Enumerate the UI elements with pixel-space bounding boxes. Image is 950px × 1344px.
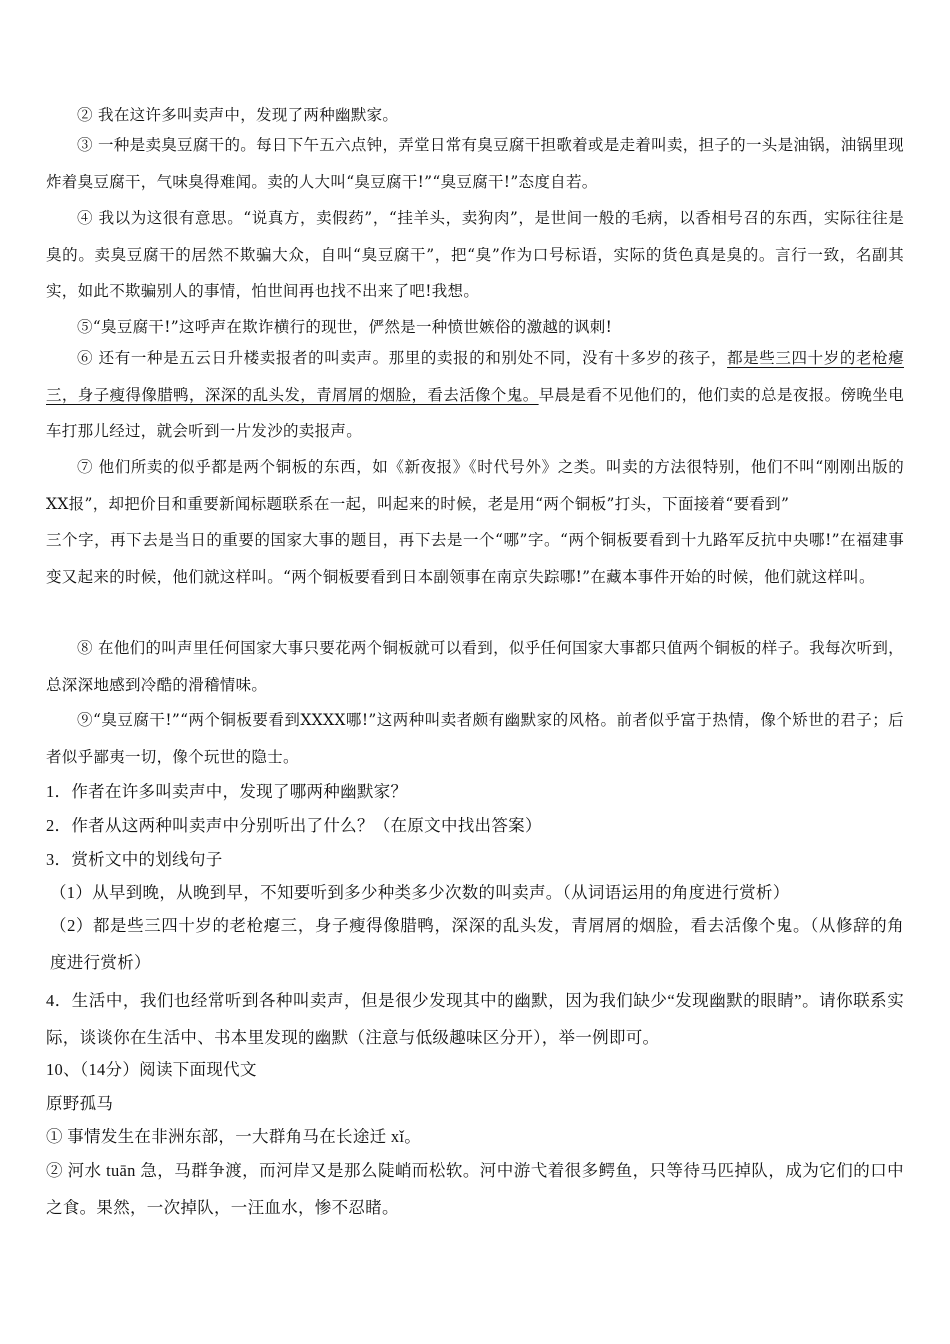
passage-paragraph-9: ⑨“臭豆腐干!”“两个铜板要看到XXXX哪!”这两种叫卖者颇有幽默家的风格。前者似乎富于热情，像个矫世的君子；后者似乎鄙夷一切，像个玩世的隐士。 xyxy=(46,711,904,766)
paragraph-6-text-a: ⑥ 还有一种是五云日升楼卖报者的叫卖声。那里的卖报的和别处不同，没有十多岁的孩子， xyxy=(77,349,728,367)
passage-paragraph-7a: ⑦ 他们所卖的似乎都是两个铜板的东西，如《新夜报》《时代号外》之类。叫卖的方法很特别，他们不叫“刚刚出版的XX报”，却把价目和重要新闻标题联系在一起，叫起来的时候，老是用“两个铜板”打头，下面接着“要看到” xyxy=(46,458,904,513)
question-4: 4．生活中，我们也经常听到各种叫卖声，但是很少发现其中的幽默，因为我们缺少“发现幽默的眼睛”。请你联系实际，谈谈你在生活中、书本里发现的幽默（注意与低级趣味区分开），举一例即可。 xyxy=(46,991,904,1047)
question-1: 1．作者在许多叫卖声中，发现了哪两种幽默家？ xyxy=(46,782,408,801)
section-10-paragraph-2: ② 河水 tuān 急，马群争渡，而河岸又是那么陡峭而松软。河中游弋着很多鳄鱼，只等待马匹掉队，成为它们的口中之食。果然，一次掉队，一汪血水，惨不忍睹。 xyxy=(46,1161,904,1217)
passage-paragraph-8: ⑧ 在他们的叫声里任何国家大事只要花两个铜板就可以看到，似乎任何国家大事都只值两个铜板的样子。我每次听到，总深深地感到冷酷的滑稽情味。 xyxy=(46,639,904,694)
section-10-paragraph-1: ① 事情发生在非洲东部，一大群角马在长途迁 xǐ。 xyxy=(46,1127,422,1146)
question-2: 2．作者从这两种叫卖声中分别听出了什么？（在原文中找出答案） xyxy=(46,816,542,835)
question-3-part-2: （2）都是些三四十岁的老枪瘪三，身子瘦得像腊鸭，深深的乱头发，青屑屑的烟脸，看去活像个鬼。（从修辞的角度进行赏析） xyxy=(50,916,904,972)
passage-paragraph-7b: 三个字，再下去是当日的重要的国家大事的题目，再下去是一个“哪”字。“两个铜板要看到十九路军反抗中央哪!”在福建事变又起来的时候，他们就这样叫。“两个铜板要看到日本副领事在南京失踪哪!”在藏本事件开始的时候，他们就这样叫。 xyxy=(46,531,904,586)
question-3: 3．赏析文中的划线句子 xyxy=(46,850,223,869)
section-10-heading: 10、（14分）阅读下面现代文 xyxy=(46,1060,257,1079)
passage-paragraph-6 xyxy=(46,340,904,450)
underlined-sentence: 都是些三四十岁的老枪瘪三，身子瘦得像腊鸭，深深的乱头发，青屑屑的烟脸，看去活像个鬼。 xyxy=(46,349,904,404)
passage-paragraph-4: ④ 我以为这很有意思。“说真方，卖假药”，“挂羊头，卖狗肉”，是世间一般的毛病，以香相号召的东西，实际往往是臭的。卖臭豆腐干的居然不欺骗大众，自叫“臭豆腐干”，把“臭”作为口号标语，实际的货色真是臭的。言行一致，名副其实，如此不欺骗别人的事情，怕世间再也找不出来了吧!我想。 xyxy=(46,209,904,300)
question-3-part-1: （1）从早到晚，从晚到早，不知要听到多少种类多少次数的叫卖声。（从词语运用的角度进行赏析） xyxy=(50,883,790,902)
passage-paragraph-5: ⑤“臭豆腐干!”这呼声在欺诈横行的现世，俨然是一种愤世嫉俗的激越的讽刺! xyxy=(77,318,613,336)
section-10-title: 原野孤马 xyxy=(46,1094,114,1113)
passage-paragraph-2: ② 我在这许多叫卖声中，发现了两种幽默家。 xyxy=(77,106,399,124)
paragraph-6-text-b: 早晨是看不见他们的，他们卖的总是夜报。傍晚坐电车打那儿经过，就会听到一片发沙的卖报声。 xyxy=(46,385,904,440)
passage-paragraph-3: ③ 一种是卖臭豆腐干的。每日下午五六点钟，弄堂日常有臭豆腐干担歌着或是走着叫卖，担子的一头是油锅，油锅里现炸着臭豆腐干，气味臭得难闻。卖的人大叫“臭豆腐干!”“臭豆腐干!”态度自若。 xyxy=(46,136,904,191)
